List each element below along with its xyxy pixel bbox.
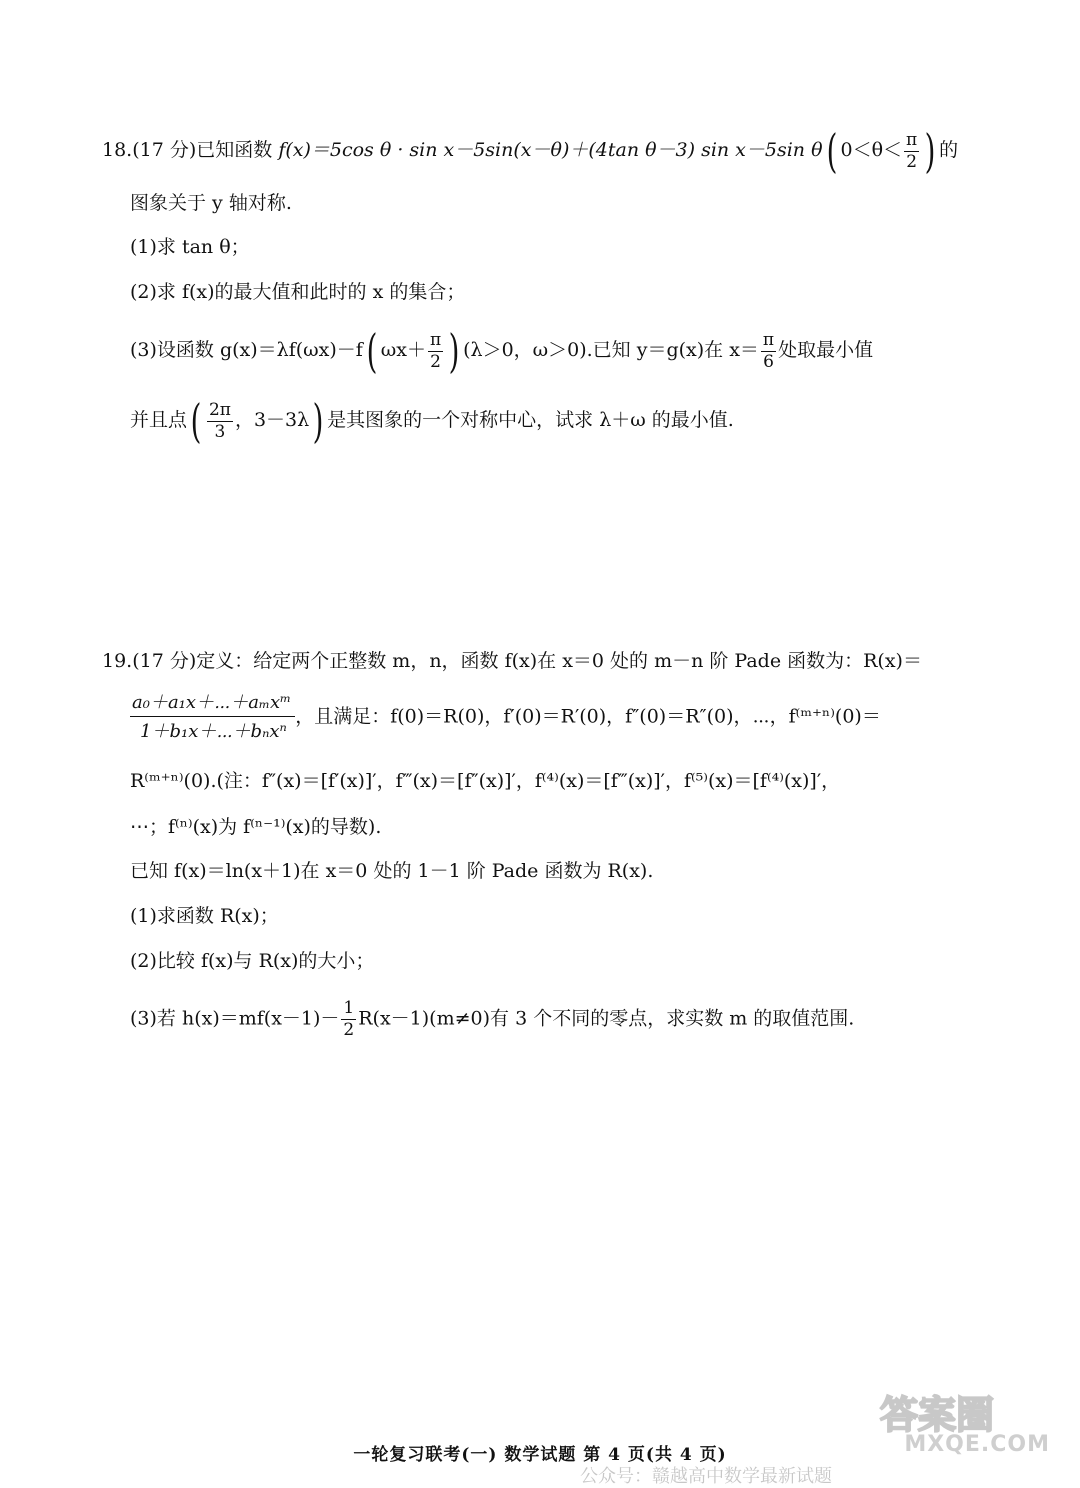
q18-function: f(x)＝5cos θ · sin x－5sin(x－θ)＋(4tan θ－3) sin x－5sin θ <box>278 139 823 161</box>
q18-line2: 图象关于 y 轴对称. <box>130 192 292 214</box>
q19-part3 <box>130 1000 854 1039</box>
q19-part2: (2)比较 f(x)与 R(x)的大小； <box>130 950 375 972</box>
q18-condition: 0＜θ＜ <box>840 139 903 161</box>
frac-denominator: 2 <box>343 1020 355 1040</box>
pi-over-6-fraction <box>761 329 776 372</box>
frac-denominator: 2 <box>904 151 919 171</box>
q18-part2: (2)求 f(x)的最大值和此时的 x 的集合； <box>130 281 466 303</box>
q18-part3-text-d: 处取最小值 <box>778 339 874 361</box>
q18-line1 <box>102 124 959 178</box>
watermark-bottom-text: 公众号：赣越高中数学最新试题 <box>580 1466 832 1487</box>
pi-over-2-fraction <box>904 129 919 172</box>
q18-suffix: 的 <box>939 139 959 161</box>
paren-right: ) <box>312 394 324 448</box>
pi-over-2-fraction <box>428 329 443 372</box>
frac-numerator: 2π <box>208 399 231 420</box>
q18-part3-line1 <box>130 324 874 378</box>
q19-part3-text-b: R(x－1)(m≠0)有 3 个不同的零点，求实数 m 的取值范围. <box>358 1007 855 1030</box>
frac-numerator: π <box>429 329 442 350</box>
q19-line4: ⋯；f⁽ⁿ⁾(x)为 f⁽ⁿ⁻¹⁾(x)的导数). <box>130 816 382 838</box>
q18-part3-text-a: (3)设函数 g(x)＝λf(ωx)－f <box>130 339 363 361</box>
pade-fraction <box>130 694 295 741</box>
one-half-fraction <box>341 1000 356 1039</box>
q18-part3-line2 <box>130 394 734 448</box>
frac-denominator: 3 <box>207 421 233 441</box>
q19-part1: (1)求函数 R(x)； <box>130 905 279 927</box>
paren-left: ( <box>366 324 378 378</box>
paren-left: ( <box>190 394 202 448</box>
q19-part3-text-a: (3)若 h(x)＝mf(x－1)－ <box>130 1007 340 1030</box>
paren-left: ( <box>826 124 837 178</box>
q19-line1: 19.(17 分)定义：给定两个正整数 m，n，函数 f(x)在 x＝0 处的 m－n 阶 Pade 函数为：R(x)＝ <box>102 650 922 672</box>
frac-denominator: 2 <box>428 351 443 371</box>
two-pi-over-3-fraction <box>207 399 233 442</box>
q18-part3-text-e: 并且点 <box>130 409 188 431</box>
frac-numerator: 1 <box>343 998 355 1018</box>
q18-part3-text-b: ωx＋ <box>380 339 426 361</box>
frac-numerator: π <box>906 129 918 150</box>
q18-part3-text-f: ，3－3λ <box>234 409 310 431</box>
watermark-logo <box>876 1390 1056 1438</box>
watermark-site: MXQE.COM <box>904 1432 1050 1457</box>
page-footer: 一轮复习联考(一) 数学试题 第 4 页(共 4 页) <box>353 1445 727 1465</box>
q19-line2-text: ，且满足：f(0)＝R(0)，f′(0)＝R′(0)，f″(0)＝R″(0)，⋯，f⁽ᵐ⁺ⁿ⁾(0)＝ <box>295 705 881 728</box>
paren-right: ) <box>448 324 460 378</box>
q18-part1: (1)求 tan θ； <box>130 236 250 258</box>
q19-line2 <box>130 694 881 741</box>
q18-number: 18.(17 分)已知函数 <box>102 139 279 161</box>
paren-right: ) <box>924 124 936 178</box>
q18-part3-text-c: (λ＞0，ω＞0).已知 y＝g(x)在 x＝ <box>463 339 759 361</box>
frac-denominator: 6 <box>761 351 776 371</box>
q19-line3: R⁽ᵐ⁺ⁿ⁾(0).(注：f″(x)＝[f′(x)]′，f‴(x)＝[f″(x)]′，f⁽⁴⁾(x)＝[f‴(x)]′，f⁽⁵⁾(x)＝[f⁽⁴⁾(x)]′， <box>130 770 841 792</box>
watermark-logo-text: 答案圈 <box>880 1393 995 1437</box>
pade-denominator: 1＋b₁x＋⋯＋bₙxⁿ <box>130 716 295 741</box>
q18-part3-text-g: 是其图象的一个对称中心，试求 λ＋ω 的最小值. <box>327 409 734 431</box>
frac-numerator: π <box>762 329 775 350</box>
q19-line5: 已知 f(x)＝ln(x＋1)在 x＝0 处的 1－1 阶 Pade 函数为 R(x). <box>130 860 654 882</box>
pade-numerator: a₀＋a₁x＋⋯＋aₘxᵐ <box>132 692 292 713</box>
